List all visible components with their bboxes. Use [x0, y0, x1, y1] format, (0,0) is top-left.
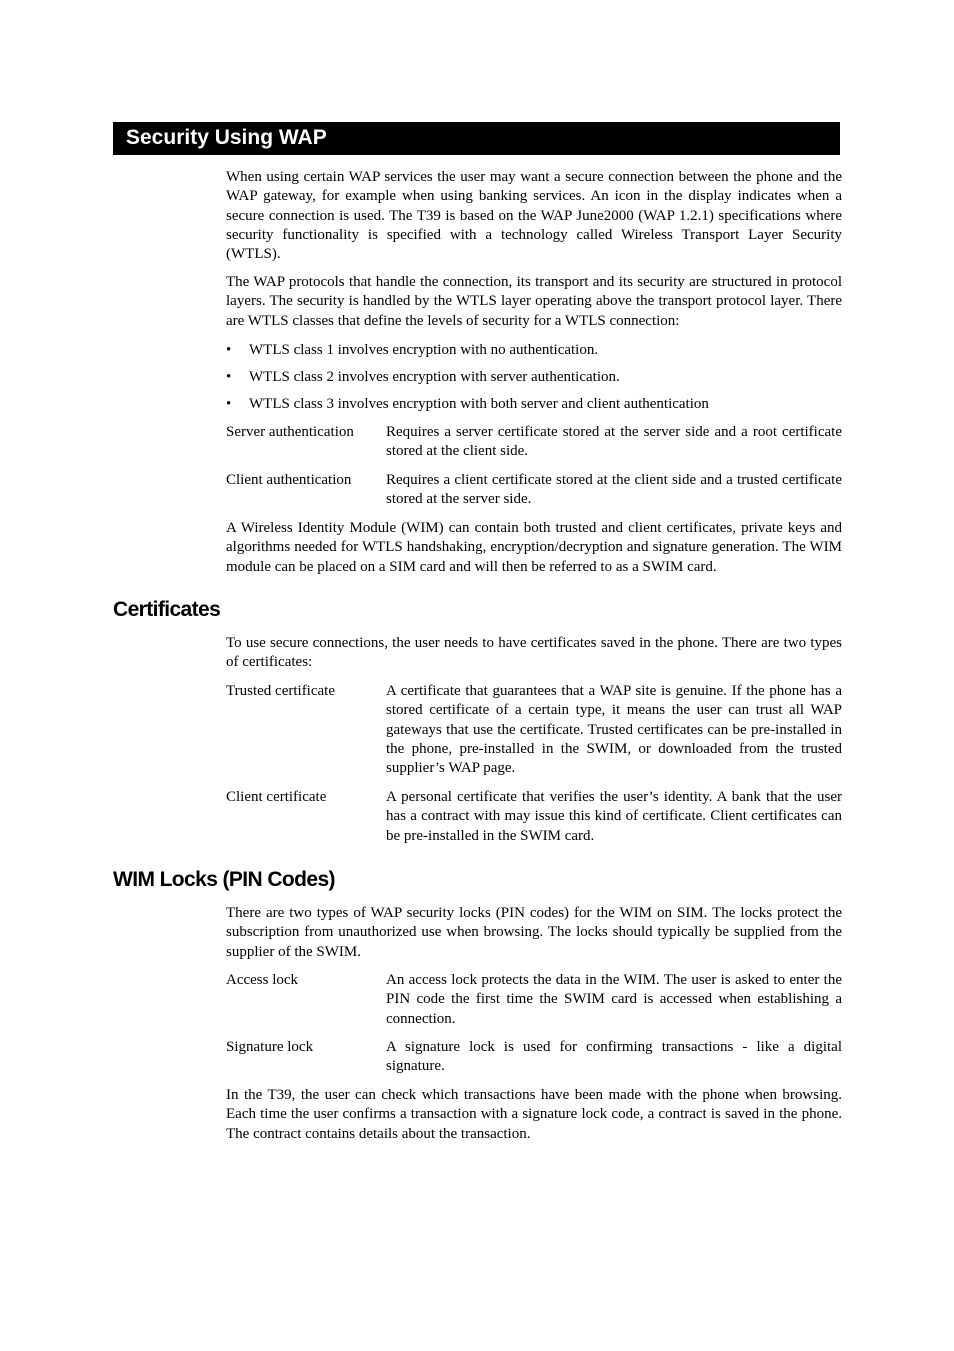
definition-term: Signature lock — [226, 1039, 314, 1055]
closing-paragraph: In the T39, the user can check which transactions have been made with the phone when browsing. Each time the user confirms a transaction with a signature lock code, a contract is saved in the phone. The contract contains details about the transaction. — [226, 1087, 842, 1142]
section-banner — [113, 122, 840, 155]
wim-locks-heading: WIM Locks (PIN Codes) — [113, 868, 335, 891]
definition-term: Client certificate — [226, 789, 327, 805]
definition-term: Server authentication — [226, 424, 354, 440]
definition-description: A certificate that guarantees that a WAP site is genuine. If the phone has a stored certificate of a certain type, it means the user can trust all WAP gateways that use the certificate. Trusted certificates can be pre-installed in the phone, pre-installed in the SWIM, or downloaded from the trusted supplier’s WAP page. — [386, 683, 842, 777]
protocol-layers-paragraph: The WAP protocols that handle the connection, its transport and its security are structured in protocol layers. The security is handled by the WTLS layer operating above the transport protocol layer. There are WTLS classes that define the levels of security for a WTLS connection: — [226, 274, 842, 329]
certificates-intro-paragraph: To use secure connections, the user needs to have certificates saved in the phone. There are two types of certificates: — [226, 635, 842, 671]
definition-description: A personal certificate that verifies the user’s identity. A bank that the user has a contract with may issue this kind of certificate. Client certificates can be pre-installed in the SWIM card. — [386, 789, 842, 844]
list-item-text: WTLS class 1 involves encryption with no authentication. — [249, 342, 599, 358]
definition-description: Requires a client certificate stored at the client side and a trusted certificate stored at the server side. — [386, 472, 842, 508]
section-title: Security Using WAP — [126, 126, 327, 149]
wim-locks-intro-paragraph: There are two types of WAP security locks (PIN codes) for the WIM on SIM. The locks protect the subscription from unauthorized use when browsing. The locks should typically be supplied from the supplier of the SWIM. — [226, 905, 842, 960]
bullet-marker: • — [226, 342, 232, 358]
list-item-text: WTLS class 3 involves encryption with both server and client authentication — [249, 396, 709, 412]
definition-description: Requires a server certificate stored at the server side and a root certificate stored at the client side. — [386, 424, 842, 460]
definition-description: A signature lock is used for confirming transactions - like a digital signature. — [386, 1039, 842, 1075]
bullet-marker: • — [226, 369, 232, 385]
definition-term: Access lock — [226, 972, 299, 988]
security-intro-paragraph: When using certain WAP services the user may want a secure connection between the phone and the WAP gateway, for example when using banking services. An icon in the display indicates when a secure connection is used. The T39 is based on the WAP June2000 (WAP 1.2.1) specifications where security functionality is specified with a technology called Wireless Transport Layer Security (WTLS). — [226, 169, 842, 263]
list-item-text: WTLS class 2 involves encryption with server authentication. — [249, 369, 620, 385]
wim-paragraph: A Wireless Identity Module (WIM) can contain both trusted and client certificates, private keys and algorithms needed for WTLS handshaking, encryption/decryption and signature generation. The WIM module can be placed on a SIM card and will then be referred to as a SWIM card. — [226, 520, 842, 575]
definition-description: An access lock protects the data in the WIM. The user is asked to enter the PIN code the first time the SWIM card is accessed when establishing a connection. — [386, 972, 842, 1027]
definition-term: Trusted certificate — [226, 683, 335, 699]
certificates-heading: Certificates — [113, 598, 221, 621]
bullet-marker: • — [226, 396, 232, 412]
definition-term: Client authentication — [226, 472, 352, 488]
